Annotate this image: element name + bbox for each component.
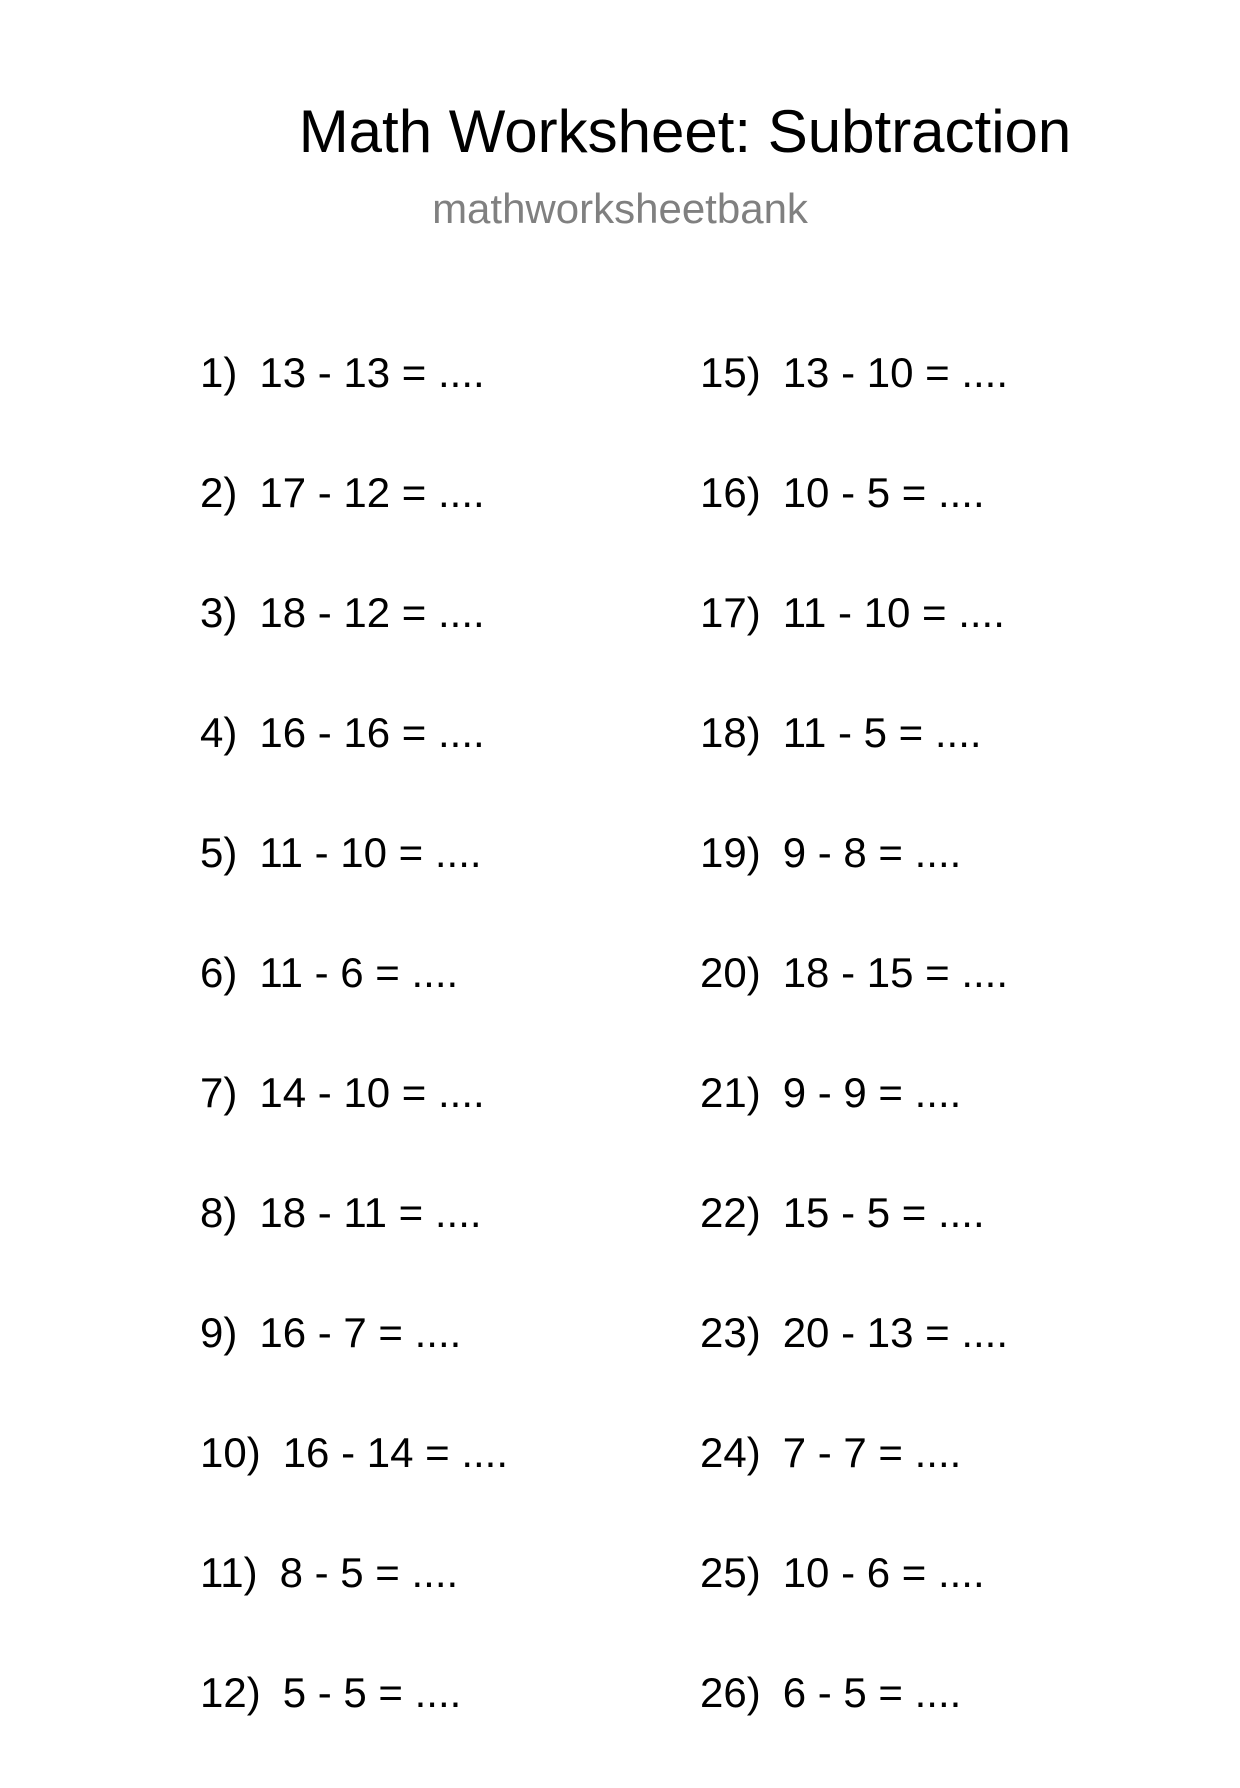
problem-number: 3) [200, 589, 238, 636]
problem-number: 10) [200, 1429, 261, 1476]
problem-number: 25) [700, 1549, 761, 1596]
problem-item [200, 1308, 508, 1428]
problem-item [200, 1068, 508, 1188]
problems-column-right [700, 348, 1008, 1788]
problem-expression: 16 - 16 = .... [259, 709, 485, 756]
problem-number: 15) [700, 349, 761, 396]
problem-item [200, 1188, 508, 1308]
problem-expression: 15 - 5 = .... [782, 1189, 985, 1236]
problem-number: 16) [700, 469, 761, 516]
problem-item [700, 1548, 1008, 1668]
problem-number: 9) [200, 1309, 238, 1356]
page-title: Math Worksheet: Subtraction [298, 98, 1072, 165]
problem-item [200, 828, 508, 948]
problem-expression: 20 - 13 = .... [782, 1309, 1009, 1356]
problem-item [200, 348, 508, 468]
problem-item [200, 708, 508, 828]
problem-expression: 16 - 14 = .... [282, 1429, 509, 1476]
problem-number: 24) [700, 1429, 761, 1476]
problem-item [700, 948, 1008, 1068]
problem-item [700, 588, 1008, 708]
problem-item [700, 348, 1008, 468]
problem-item [200, 948, 508, 1068]
problem-expression: 8 - 5 = .... [279, 1549, 459, 1596]
problem-expression: 18 - 15 = .... [782, 949, 1009, 996]
problem-item [200, 588, 508, 708]
problem-item [700, 468, 1008, 588]
problem-number: 8) [200, 1189, 238, 1236]
problem-number: 5) [200, 829, 238, 876]
problem-expression: 10 - 5 = .... [782, 469, 985, 516]
problem-item [700, 1308, 1008, 1428]
problem-item [200, 1668, 508, 1788]
problem-number: 23) [700, 1309, 761, 1356]
problem-number: 20) [700, 949, 761, 996]
problem-expression: 13 - 10 = .... [782, 349, 1009, 396]
problem-item [700, 708, 1008, 828]
problems-column-left [200, 348, 508, 1788]
problem-item [700, 1668, 1008, 1788]
problem-item [700, 1188, 1008, 1308]
problem-number: 18) [700, 709, 761, 756]
problem-expression: 13 - 13 = .... [259, 349, 485, 396]
problem-expression: 11 - 6 = .... [259, 949, 459, 996]
problem-expression: 17 - 12 = .... [259, 469, 485, 516]
problem-expression: 11 - 5 = .... [782, 709, 982, 756]
problem-item [200, 1548, 508, 1668]
problem-number: 7) [200, 1069, 238, 1116]
page-subtitle: mathworksheetbank [432, 185, 808, 232]
problem-item [200, 1428, 508, 1548]
problem-item [700, 1428, 1008, 1548]
problem-expression: 9 - 9 = .... [782, 1069, 962, 1116]
problem-expression: 11 - 10 = .... [782, 589, 1005, 636]
problem-number: 11) [200, 1549, 258, 1596]
problem-expression: 11 - 10 = .... [259, 829, 482, 876]
problem-number: 12) [200, 1669, 261, 1716]
problem-number: 1) [200, 349, 238, 396]
problem-expression: 5 - 5 = .... [282, 1669, 462, 1716]
problem-number: 19) [700, 829, 761, 876]
problem-number: 4) [200, 709, 238, 756]
problem-item [200, 468, 508, 588]
problem-number: 2) [200, 469, 238, 516]
problem-expression: 18 - 12 = .... [259, 589, 485, 636]
problem-number: 21) [700, 1069, 761, 1116]
problem-number: 17) [700, 589, 761, 636]
problem-item [700, 828, 1008, 948]
problem-number: 22) [700, 1189, 761, 1236]
problem-item [700, 1068, 1008, 1188]
problem-expression: 9 - 8 = .... [782, 829, 962, 876]
problem-number: 26) [700, 1669, 761, 1716]
problem-expression: 18 - 11 = .... [259, 1189, 482, 1236]
problem-expression: 14 - 10 = .... [259, 1069, 485, 1116]
problem-expression: 16 - 7 = .... [259, 1309, 462, 1356]
problem-number: 6) [200, 949, 238, 996]
problem-expression: 7 - 7 = .... [782, 1429, 962, 1476]
problem-expression: 6 - 5 = .... [782, 1669, 962, 1716]
problem-expression: 10 - 6 = .... [782, 1549, 985, 1596]
